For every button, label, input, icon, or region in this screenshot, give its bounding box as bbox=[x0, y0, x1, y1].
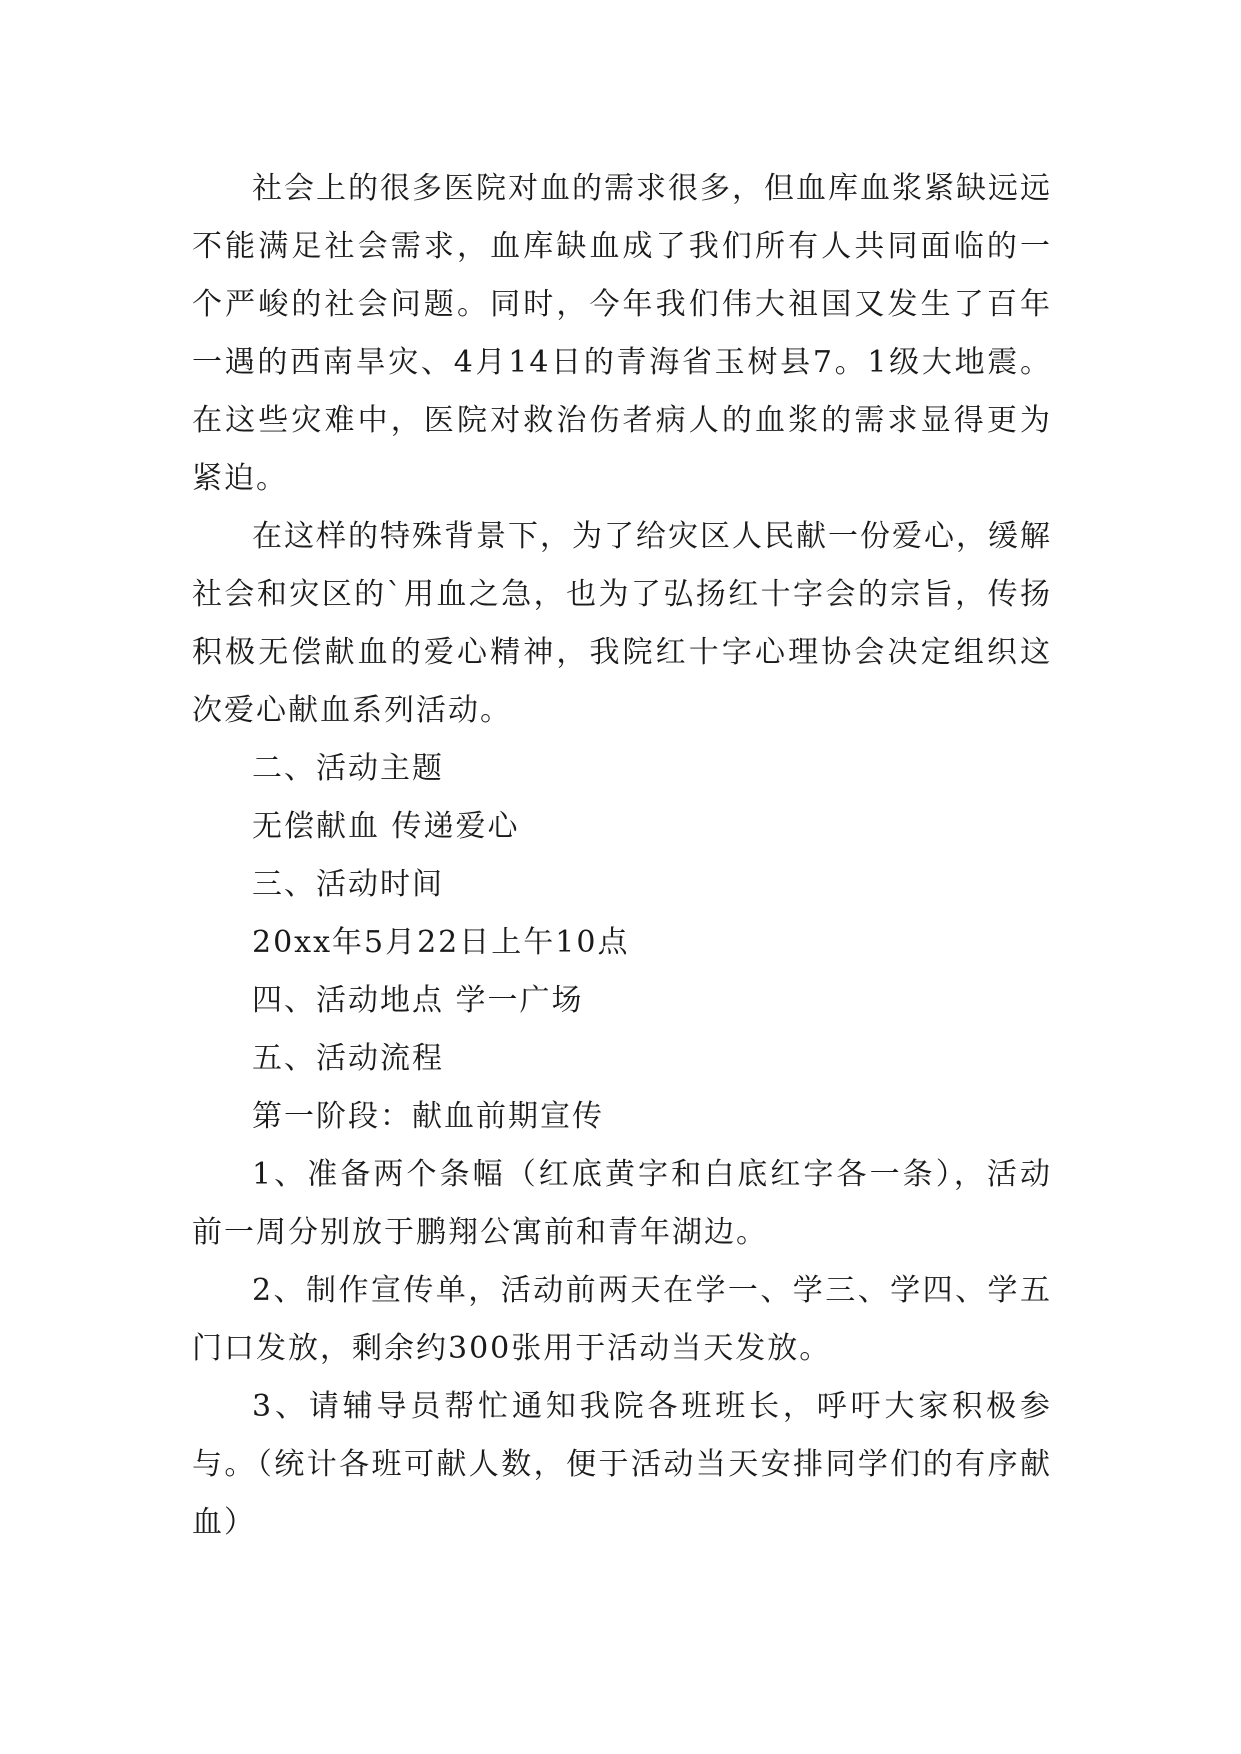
list-item-banners: 1、准备两个条幅（红底黄字和白底红字各一条），活动前一周分别放于鹏翔公寓前和青年湖边。 bbox=[192, 1157, 1052, 1250]
paragraph-background-purpose: 在这样的特殊背景下，为了给灾区人民献一份爱心，缓解社会和灾区的`用血之急，也为了弘扬红十字会的宗旨，传扬积极无偿献血的爱心精神，我院红十字心理协会决定组织这次爱心献血系列活动。 bbox=[192, 519, 1052, 728]
section-heading-process: 五、活动流程 bbox=[252, 1041, 444, 1076]
section-heading-theme: 二、活动主题 bbox=[252, 751, 444, 786]
section-content-time: 20xx年5月22日上午10点 bbox=[252, 925, 630, 960]
document-body bbox=[192, 160, 1052, 1552]
stage-heading-publicity: 第一阶段：献血前期宣传 bbox=[252, 1099, 604, 1134]
list-item-flyers: 2、制作宣传单，活动前两天在学一、学三、学四、学五门口发放，剩余约300张用于活动当天发放。 bbox=[192, 1273, 1052, 1366]
section-heading-time: 三、活动时间 bbox=[252, 867, 444, 902]
section-heading-location: 四、活动地点 学一广场 bbox=[252, 983, 584, 1018]
paragraph-background-need: 社会上的很多医院对血的需求很多，但血库血浆紧缺远远不能满足社会需求，血库缺血成了我们所有人共同面临的一个严峻的社会问题。同时，今年我们伟大祖国又发生了百年一遇的西南旱灾、4月14日的青海省玉树县7。1级大地震。在这些灾难中，医院对救治伤者病人的血浆的需求显得更为紧迫。 bbox=[192, 171, 1052, 496]
list-item-notify-monitors: 3、请辅导员帮忙通知我院各班班长，呼吁大家积极参与。（统计各班可献人数，便于活动当天安排同学们的有序献血） bbox=[192, 1389, 1052, 1540]
section-content-theme: 无偿献血 传递爱心 bbox=[252, 809, 520, 844]
